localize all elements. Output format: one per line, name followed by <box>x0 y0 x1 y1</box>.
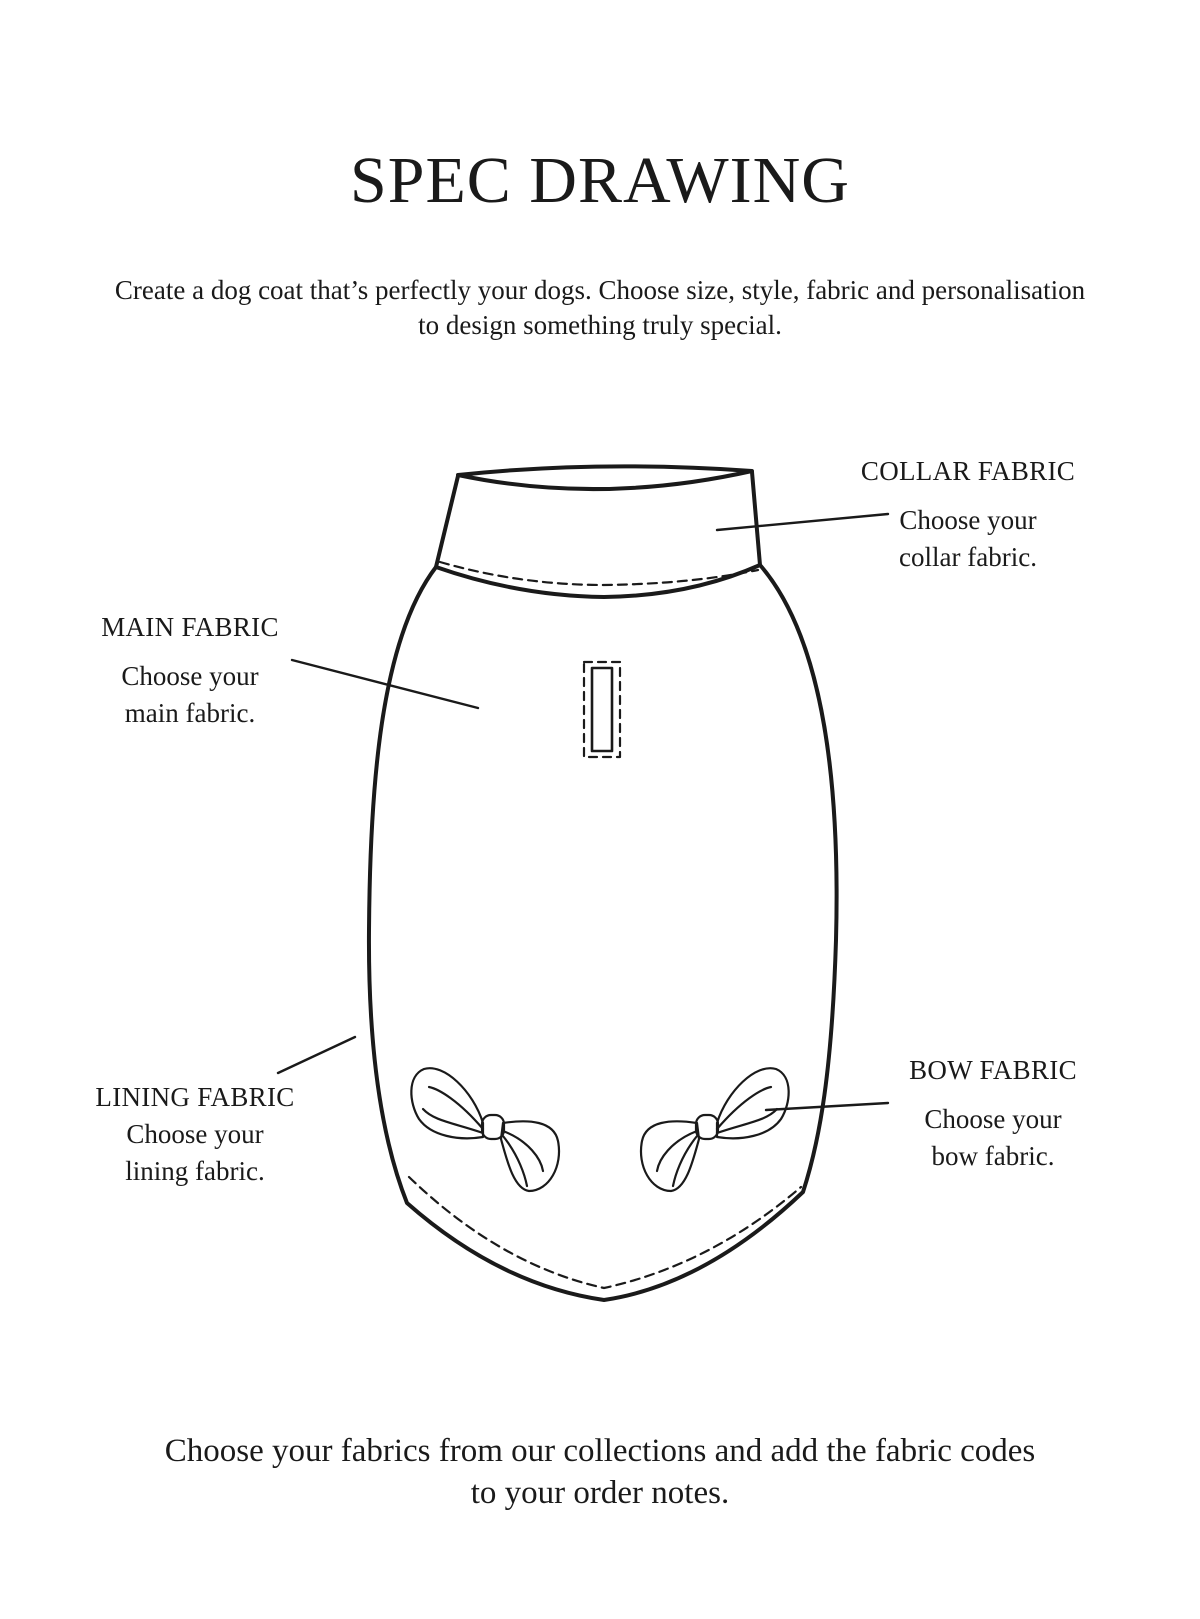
main-fabric-desc-1: Choose your <box>121 661 259 691</box>
main-fabric-label <box>70 611 310 731</box>
hem-stitch-line <box>409 1177 801 1288</box>
bow-fabric-heading: BOW FABRIC <box>909 1055 1077 1085</box>
lining-fabric-label <box>70 1081 320 1189</box>
coat-body <box>369 565 837 1300</box>
intro-line-2: to design something truly special. <box>418 310 782 340</box>
harness-hole-stitch <box>584 662 620 757</box>
outro-line-2: to your order notes. <box>470 1475 730 1511</box>
bow-fabric-label <box>878 1054 1108 1174</box>
harness-hole <box>592 668 612 751</box>
coat-body-outline <box>369 565 837 1300</box>
collar-top-edge <box>458 466 752 489</box>
collar-fabric-label <box>848 455 1088 575</box>
intro-line-1: Create a dog coat that’s perfectly your dogs. Choose size, style, fabric and personalisation <box>114 275 1086 305</box>
lining-fabric-desc-1: Choose your <box>126 1119 264 1149</box>
bow-right <box>641 1068 789 1191</box>
collar-fabric-heading: COLLAR FABRIC <box>860 456 1076 486</box>
collar-fabric-desc-2: collar fabric. <box>899 542 1037 572</box>
harness-opening <box>584 662 620 757</box>
main-fabric-heading: MAIN FABRIC <box>101 612 279 642</box>
main-fabric-desc-2: main fabric. <box>124 698 256 728</box>
collar-fabric-desc-1: Choose your <box>899 505 1037 535</box>
lining-leader-line <box>278 1037 355 1073</box>
collar-left-edge <box>436 476 458 567</box>
collar-right-edge <box>752 472 760 565</box>
outro-text <box>60 1430 1140 1514</box>
bow-left <box>411 1068 559 1191</box>
lining-fabric-desc-2: lining fabric. <box>125 1156 265 1186</box>
bow-leader-line <box>766 1103 888 1110</box>
bow-fabric-desc-2: bow fabric. <box>931 1141 1055 1171</box>
page-title: SPEC DRAWING <box>350 144 850 217</box>
coat-collar <box>436 466 760 585</box>
outro-line-1: Choose your fabrics from our collections and add the fabric codes <box>164 1433 1036 1469</box>
lining-fabric-heading: LINING FABRIC <box>95 1082 295 1112</box>
bow-fabric-desc-1: Choose your <box>924 1104 1062 1134</box>
